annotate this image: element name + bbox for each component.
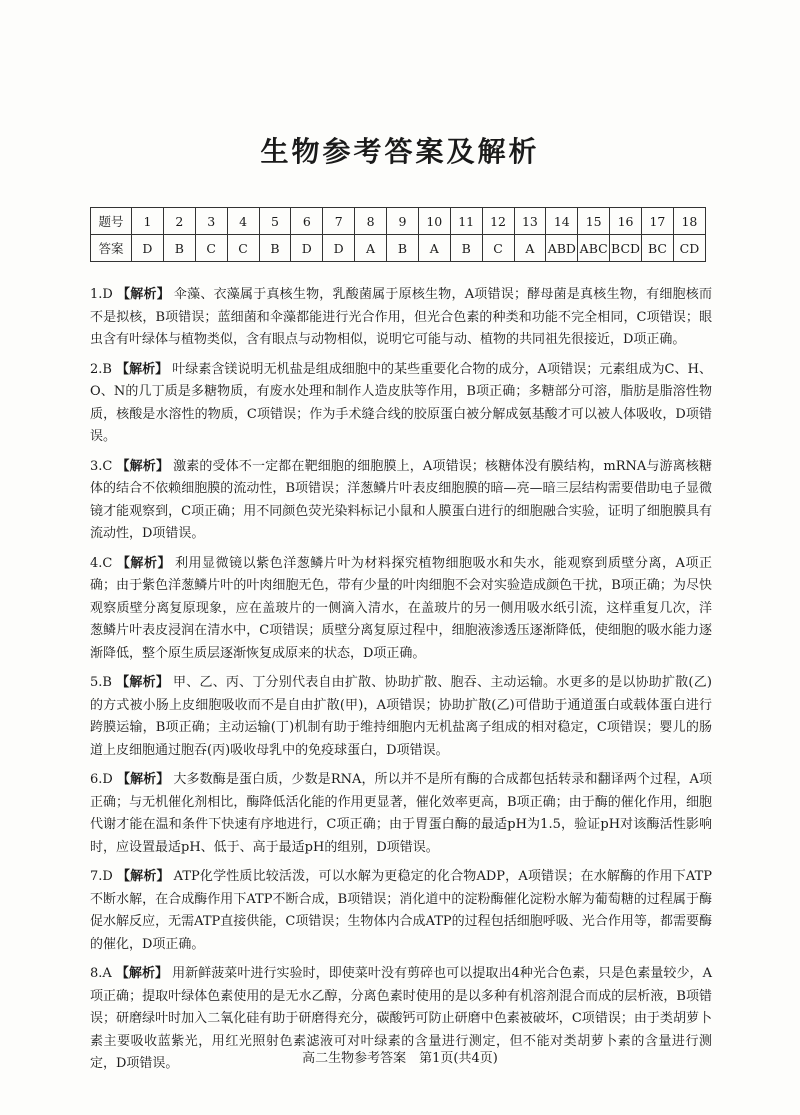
question-number-cell: 1 xyxy=(132,208,164,235)
explanation-text: ATP化学性质比较活泼，可以水解为更稳定的化合物ADP，A项错误；在水解酶的作用下ATP不断水解，在合成酶作用下ATP不断合成，B项错误；消化道中的淀粉酶催化淀粉水解为葡萄糖的过程属于酶促水解反应，无需ATP直接供能，C项错误；生物体内合成ATP的过程包括细胞呼吸、光合作用等，都需要酶的催化，D项正确。 xyxy=(90,869,712,952)
explanation-text: 用新鲜菠菜叶进行实验时，即使菜叶没有剪碎也可以提取出4种光合色素，只是色素量较少，A项正确；提取叶绿体色素使用的是无水乙醇，分离色素时使用的是以多种有机溶剂混合而成的层析液，B项错误；研磨绿叶时加入二氧化硅有助于研磨得充分，碳酸钙可防止研磨中色素被破坏，C项错误；由于类胡萝卜素主要吸收蓝紫光，用红光照射色素滤液可对叶绿素的含量进行测定，但不能对类胡萝卜素的含量进行测定，D项错误。 xyxy=(90,966,712,1071)
question-answer-label: 1.D xyxy=(90,287,113,302)
question-number-cell: 8 xyxy=(355,208,387,235)
row-label-answer: 答案 xyxy=(91,235,132,262)
row-label-question-number: 题号 xyxy=(91,208,132,235)
explanation-item xyxy=(90,284,712,352)
explanation-item xyxy=(90,359,712,449)
question-number-cell: 14 xyxy=(546,208,578,235)
explanation-text: 利用显微镜以紫色洋葱鳞片叶为材料探究植物细胞吸水和失水，能观察到质壁分离，A项正确；由于紫色洋葱鳞片叶的叶肉细胞无色，带有少量的叶肉细胞不会对实验造成颜色干扰，B项正确；为尽快观察质壁分离复原现象，应在盖玻片的一侧滴入清水，在盖玻片的另一侧用吸水纸引流，这样重复几次，洋葱鳞片叶表皮浸润在清水中，C项错误；质壁分离复原过程中，细胞液渗透压逐渐降低，使细胞的吸水能力逐渐降低，整个原生质层逐渐恢复成原来的状态，D项正确。 xyxy=(90,555,712,661)
explanation-text: 激素的受体不一定都在靶细胞的细胞膜上，A项错误；核糖体没有膜结构，mRNA与游离核糖体的结合不依赖细胞膜的流动性，B项错误；洋葱鳞片叶表皮细胞膜的暗—亮—暗三层结构需要借助电子显微镜才能观察到，C项正确；用不同颜色荧光染料标记小鼠和人膜蛋白进行的细胞融合实验，证明了细胞膜具有流动性，D项错误。 xyxy=(90,458,712,541)
question-number-cell: 11 xyxy=(450,208,482,235)
explanation-text: 大多数酶是蛋白质，少数是RNA，所以并不是所有酶的合成都包括转录和翻译两个过程，A项正确；与无机催化剂相比，酶降低活化能的作用更显著，催化效率更高，B项正确；由于酶的催化作用，细胞代谢才能在温和条件下快速有序地进行，C项正确；由于胃蛋白酶的最适pH为1.5，验证pH对该酶活性影响时，应设置最适pH、低于、高于最适pH的组别，D项错误。 xyxy=(90,772,712,855)
analysis-tag: 【解析】 xyxy=(115,361,169,377)
analysis-tag: 【解析】 xyxy=(116,287,170,302)
question-answer-label: 7.D xyxy=(90,869,113,884)
question-number-cell: 5 xyxy=(259,208,291,235)
explanation-text: 伞藻、衣藻属于真核生物，乳酸菌属于原核生物，A项错误；酵母菌是真核生物，有细胞核而不是拟核，B项错误；蓝细菌和伞藻都能进行光合作用，但光合色素的种类和功能不完全相同，C项错误；眼虫含有叶绿体与植物类似，含有眼点与动物相似，说明它可能与动、植物的共同祖先很接近，D项正确。 xyxy=(90,287,712,347)
answer-cell: BC xyxy=(642,235,674,262)
question-number-cell: 7 xyxy=(323,208,355,235)
answer-cell: B xyxy=(450,235,482,262)
explanation-text: 叶绿素含镁说明无机盐是组成细胞中的某些重要化合物的成分，A项错误；元素组成为C、H、O、N的几丁质是多糖物质，有废水处理和制作人造皮肤等作用，B项正确；多糖部分可溶，脂肪是脂溶性物质，核酸是水溶性的物质，C项错误；作为手术缝合线的胶原蛋白被分解成氨基酸才可以被人体吸收，D项错误。 xyxy=(90,361,712,444)
question-number-cell: 4 xyxy=(227,208,259,235)
analysis-tag: 【解析】 xyxy=(116,555,171,571)
answer-table xyxy=(90,207,706,262)
question-number-cell: 13 xyxy=(514,208,546,235)
answer-cell: C xyxy=(482,235,514,262)
answer-cell: A xyxy=(355,235,387,262)
answer-cell: A xyxy=(514,235,546,262)
analysis-tag: 【解析】 xyxy=(116,458,170,474)
question-number-cell: 9 xyxy=(387,208,419,235)
explanation-item xyxy=(90,553,712,666)
answer-cell: ABD xyxy=(546,235,578,262)
question-number-cell: 2 xyxy=(163,208,195,235)
question-number-cell: 6 xyxy=(291,208,323,235)
question-number-row xyxy=(91,208,706,235)
explanation-item xyxy=(90,866,712,956)
question-number-cell: 10 xyxy=(418,208,450,235)
analysis-tag: 【解析】 xyxy=(115,675,170,690)
question-answer-label: 2.B xyxy=(90,361,112,377)
question-number-cell: 17 xyxy=(642,208,674,235)
answer-cell: B xyxy=(387,235,419,262)
question-answer-label: 6.D xyxy=(90,772,113,787)
question-answer-label: 4.C xyxy=(90,555,113,571)
explanation-item xyxy=(90,672,712,762)
analysis-tag: 【解析】 xyxy=(116,869,170,884)
analysis-tag: 【解析】 xyxy=(116,772,170,787)
answer-cell: D xyxy=(291,235,323,262)
answer-cell: A xyxy=(418,235,450,262)
question-number-cell: 16 xyxy=(610,208,642,235)
question-answer-label: 8.A xyxy=(90,966,112,981)
question-number-cell: 3 xyxy=(195,208,227,235)
page-title: 生物参考答案及解析 xyxy=(260,135,540,168)
answer-cell: D xyxy=(323,235,355,262)
question-answer-label: 3.C xyxy=(90,458,113,474)
analysis-tag: 【解析】 xyxy=(115,966,169,981)
answer-cell: C xyxy=(195,235,227,262)
explanation-item xyxy=(90,456,712,546)
explanation-text: 甲、乙、丙、丁分别代表自由扩散、协助扩散、胞吞、主动运输。水更多的是以协助扩散(乙)的方式被小肠上皮细胞吸收而不是自由扩散(甲)，A项错误；协助扩散(乙)可借助于通道蛋白或载体蛋白进行跨膜运输，B项正确；主动运输(丁)机制有助于维持细胞内无机盐离子组成的相对稳定，C项错误；婴儿的肠道上皮细胞通过胞吞(丙)吸收母乳中的免疫球蛋白，D项错误。 xyxy=(90,675,712,758)
explanation-list xyxy=(90,284,712,1083)
explanation-item xyxy=(90,769,712,859)
question-number-cell: 18 xyxy=(673,208,705,235)
answer-cell: B xyxy=(259,235,291,262)
answer-cell: CD xyxy=(673,235,705,262)
answer-cell: D xyxy=(132,235,164,262)
question-number-cell: 12 xyxy=(482,208,514,235)
page-footer: 高二生物参考答案 第1页(共4页) xyxy=(302,1051,498,1066)
answer-cell: C xyxy=(227,235,259,262)
answer-cell: ABC xyxy=(578,235,610,262)
question-number-cell: 15 xyxy=(578,208,610,235)
answer-row xyxy=(91,235,706,262)
answer-cell: B xyxy=(163,235,195,262)
answer-cell: BCD xyxy=(610,235,642,262)
question-answer-label: 5.B xyxy=(90,675,112,690)
